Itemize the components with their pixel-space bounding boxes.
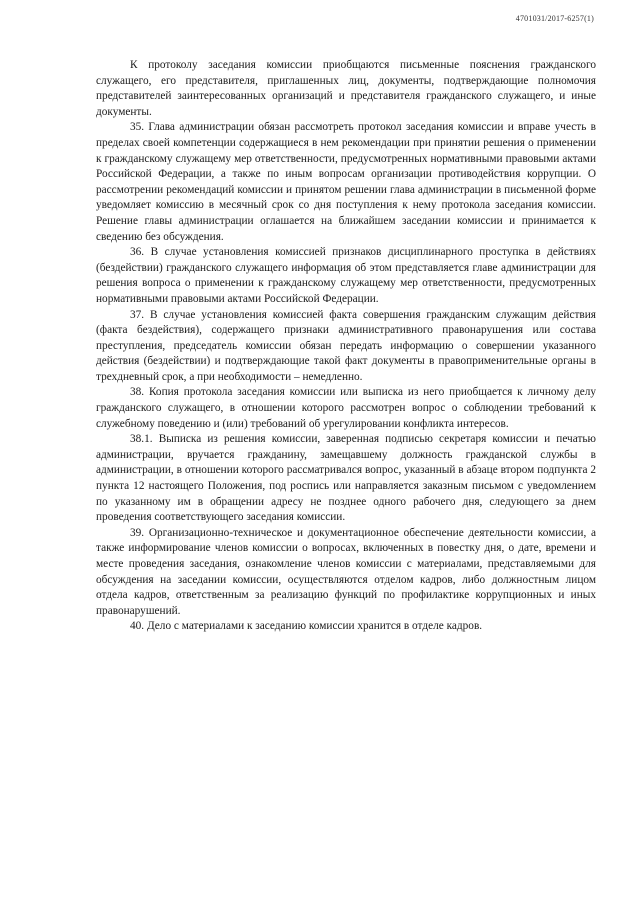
paragraph-36: 36. В случае установления комиссией признаков дисциплинарного проступка в действиях (бездействии) гражданского служащего информация об этом представляется главе администрации для решения вопроса о применении к гражданскому служащему мер ответственности, предусмотренных нормативными правовыми актами Российской Федерации. xyxy=(96,246,596,305)
paragraph-39: 39. Организационно-техническое и документационное обеспечение деятельности комиссии, а также информирование членов комиссии о вопросах, включенных в повестку дня, о дате, времени и месте проведения заседания, ознакомление членов комиссии с материалами, представляемыми для обсуждения на заседании комиссии, осуществляются отделом кадров, либо должностным лицом отдела кадров, ответственным за реализацию функций по профилактике коррупционных и иных правонарушений. xyxy=(96,526,596,617)
document-body xyxy=(96,58,596,635)
document-number: 4701031/2017-6257(1) xyxy=(515,14,594,23)
paragraph-38: 38. Копия протокола заседания комиссии или выписка из него приобщается к личному делу гражданского служащего, в отношении которого рассмотрен вопрос о соблюдении требований к служебному поведению и (или) требований об урегулировании конфликта интересов. xyxy=(96,386,596,430)
paragraph-35: 35. Глава администрации обязан рассмотреть протокол заседания комиссии и вправе учесть в пределах своей компетенции содержащиеся в нем рекомендации при принятии решения о применении к гражданскому служащему мер ответственности, предусмотренных нормативными правовыми актами Российской Федерации, а также по иным вопросам организации противодействия коррупции. О рассмотрении рекомендаций комиссии и принятом решении глава администрации в письменной форме уведомляет комиссию в месячный срок со дня поступления к нему протокола заседания комиссии. Решение главы администрации оглашается на ближайшем заседании комиссии и принимается к сведению без обсуждения. xyxy=(96,121,596,243)
paragraph-38-1: 38.1. Выписка из решения комиссии, заверенная подписью секретаря комиссии и печатью администрации, вручается гражданину, замещавшему должность гражданской службы в администрации, в отношении которого рассматривался вопрос, указанный в абзаце втором подпункта 2 пункта 12 настоящего Положения, под роспись или направляется заказным письмом с уведомлением по указанному им в обращении адресу не позднее одного рабочего дня, следующего за днем проведения соответствующего заседания комиссии. xyxy=(96,433,596,524)
paragraph-37: 37. В случае установления комиссией факта совершения гражданским служащим действия (факта бездействия), содержащего признаки административного правонарушения или состава преступления, председатель комиссии обязан передать информацию о совершении указанного действия (бездействии) и подтверждающие такой факт документы в правоприменительные органы в трехдневный срок, а при необходимости – немедленно. xyxy=(96,308,596,383)
paragraph-attachments: К протоколу заседания комиссии приобщаются письменные пояснения гражданского служащего, его представителя, приглашенных лиц, документы, подтверждающие полномочия представителей заинтересованных организаций и представителя гражданского служащего, и иные документы. xyxy=(96,59,596,118)
paragraph-40: 40. Дело с материалами к заседанию комиссии хранится в отделе кадров. xyxy=(130,620,483,633)
